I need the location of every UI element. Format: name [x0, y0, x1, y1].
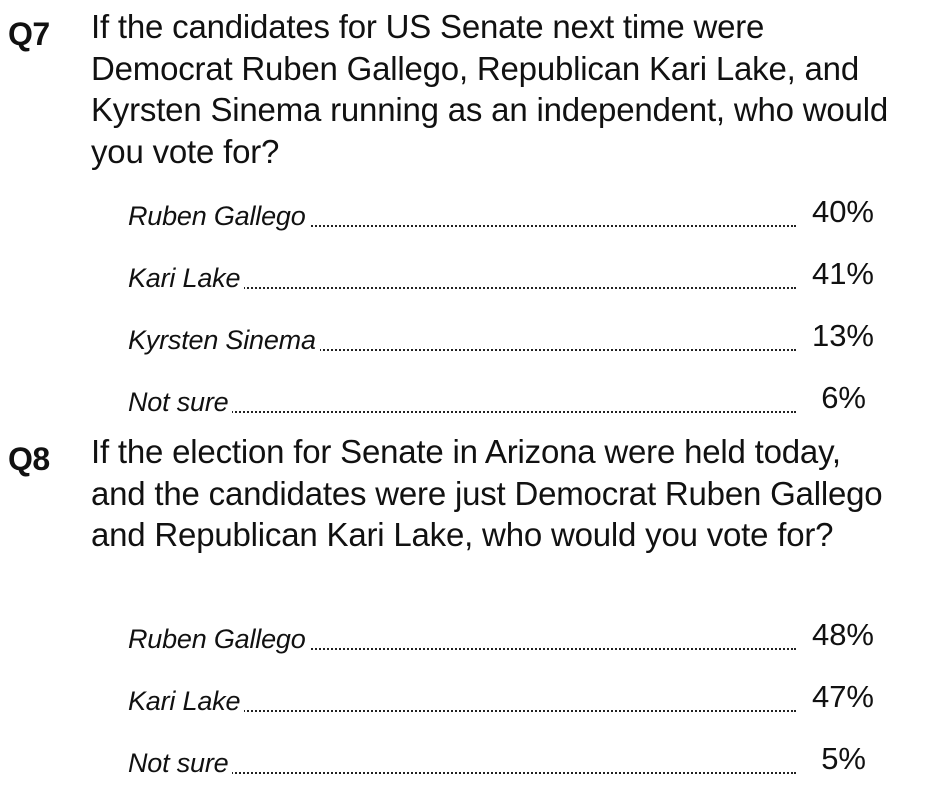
answer-list: [128, 192, 888, 440]
answer-row: [128, 192, 888, 254]
answer-label: Not sure: [128, 382, 232, 422]
question-number: Q8: [8, 441, 50, 477]
answer-row: [128, 615, 888, 677]
answer-list: [128, 615, 888, 801]
answer-label: Kyrsten Sinema: [128, 320, 320, 360]
dot-leader: [188, 411, 796, 413]
dot-leader: [188, 772, 796, 774]
answer-row: [128, 739, 888, 801]
question-text: If the election for Senate in Arizona were held today, and the candidates were just Democrat Ruben Gallego and Republican Kari Lake, who would you vote for?: [91, 433, 883, 553]
answer-percent: 41%: [811, 256, 874, 291]
dot-leader: [188, 287, 796, 289]
dot-leader: [188, 710, 796, 712]
answer-label: Kari Lake: [128, 681, 244, 721]
answer-row: [128, 316, 888, 378]
answer-label: Ruben Gallego: [128, 196, 310, 236]
answer-label: Kari Lake: [128, 258, 244, 298]
answer-percent: 5%: [821, 741, 866, 776]
answer-percent: 6%: [821, 380, 866, 415]
answer-percent: 48%: [811, 617, 874, 652]
answer-label: Not sure: [128, 743, 232, 783]
question-text: If the candidates for US Senate next time were Democrat Ruben Gallego, Republican Kari Lake, and Kyrsten Sinema running as an independent, who would you vote for?: [91, 8, 888, 170]
answer-percent: 40%: [811, 194, 874, 229]
question-number: Q7: [8, 16, 50, 52]
answer-row: [128, 254, 888, 316]
answer-percent: 47%: [811, 679, 874, 714]
answer-label: Ruben Gallego: [128, 619, 310, 659]
answer-row: [128, 677, 888, 739]
answer-percent: 13%: [811, 318, 874, 353]
